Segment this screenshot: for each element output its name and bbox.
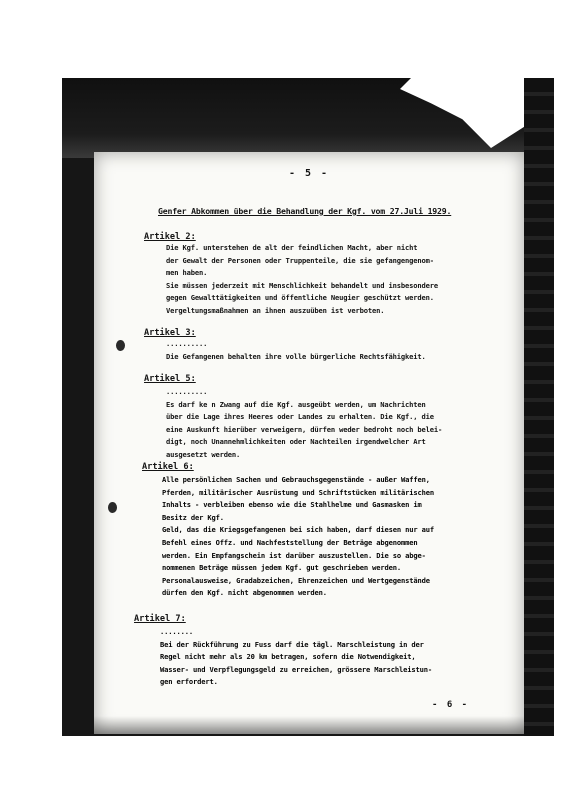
punch-hole-mark (116, 340, 125, 351)
page-heading: Genfer Abkommen über die Behandlung der Kgf. vom 27.Juli 1929. (158, 206, 452, 216)
text-line: Es darf ke n Zwang auf die Kgf. ausgeübt werden, um Nachrichten (166, 399, 426, 409)
text-line: Wasser- und Verpflegungsgeld zu erreichen, grössere Marschleistun- (160, 664, 432, 674)
text-line: gen erfordert. (160, 677, 218, 687)
section-title-artikel-7: Artikel 7: (134, 614, 186, 624)
text-line: .......... (166, 387, 208, 396)
text-line: .......... (166, 339, 208, 348)
text-line: über die Lage ihres Heeres oder Landes zu erhalten. Die Kgf., die (166, 412, 434, 422)
text-line: Inhalts - verbleiben ebenso wie die Stahlhelme und Gasmasken im (162, 500, 422, 510)
text-line: Befehl eines Offz. und Nachfeststellung der Beträge abgenommen (162, 537, 418, 547)
section-title-artikel-2: Artikel 2: (144, 232, 196, 242)
text-line: Pferden, militärischer Ausrüstung und Schriftstücken militärischen (162, 487, 434, 497)
scan-right-edge (524, 78, 554, 736)
text-line: Personalausweise, Gradabzeichen, Ehrenzeichen und Wertgegenstände (162, 575, 430, 585)
text-line: Vergeltungsmaßnahmen an ihnen auszuüben ist verboten. (166, 305, 385, 315)
text-line: Die Gefangenen behalten ihre volle bürgerliche Rechtsfähigkeit. (166, 351, 426, 361)
punch-hole-mark (108, 502, 117, 513)
page-number: - 5 - (288, 168, 330, 179)
section-body-artikel-5 (166, 386, 442, 462)
text-line: Alle persönlichen Sachen und Gebrauchsgegenstände - außer Waffen, (162, 475, 430, 484)
text-line: Sie müssen jederzeit mit Menschlichkeit behandelt und insbesondere (166, 280, 438, 290)
section-title-artikel-5: Artikel 5: (144, 374, 196, 384)
section-body-artikel-2 (166, 242, 438, 318)
text-line: dürfen den Kgf. nicht abgenommen werden. (162, 588, 327, 598)
text-line: Regel nicht mehr als 20 km betragen, sofern die Notwendigkeit, (160, 652, 416, 662)
text-line: nommenen Beträge müssen jedem Kgf. gut geschrieben werden. (162, 563, 402, 573)
text-line: gegen Gewalttätigkeiten und öffentliche Neugier geschützt werden. (166, 293, 434, 303)
text-line: ........ (160, 627, 193, 636)
text-line: eine Auskunft hierüber verweigern, dürfen weder bedroht noch belei- (166, 424, 443, 434)
text-line: der Gewalt der Personen oder Truppenteile, die sie gefangengenom- (166, 255, 434, 265)
text-line: Die Kgf. unterstehen de alt der feindlichen Macht, aber nicht (166, 243, 418, 252)
section-title-artikel-6: Artikel 6: (142, 462, 194, 472)
section-body-artikel-6 (162, 474, 434, 600)
page-continuation-mark: - 6 - (432, 700, 470, 710)
text-line: digt, noch Unannehmlichkeiten oder Nachteilen irgendwelcher Art (166, 437, 426, 447)
section-title-artikel-3: Artikel 3: (144, 328, 196, 338)
document-page (94, 152, 524, 734)
scan-bottom-shadow (94, 716, 524, 734)
text-line: werden. Ein Empfangschein ist darüber auszustellen. Die so abge- (162, 550, 426, 560)
section-body-artikel-7 (160, 626, 432, 689)
text-line: ausgesetzt werden. (166, 449, 241, 459)
text-line: Geld, das die Kriegsgefangenen bei sich haben, darf diesen nur auf (162, 525, 434, 535)
text-line: Besitz der Kgf. (162, 512, 224, 522)
section-body-artikel-3 (166, 338, 426, 363)
text-line: Bei der Rückführung zu Fuss darf die tägl. Marschleistung in der (160, 639, 424, 649)
text-line: men haben. (166, 268, 208, 278)
